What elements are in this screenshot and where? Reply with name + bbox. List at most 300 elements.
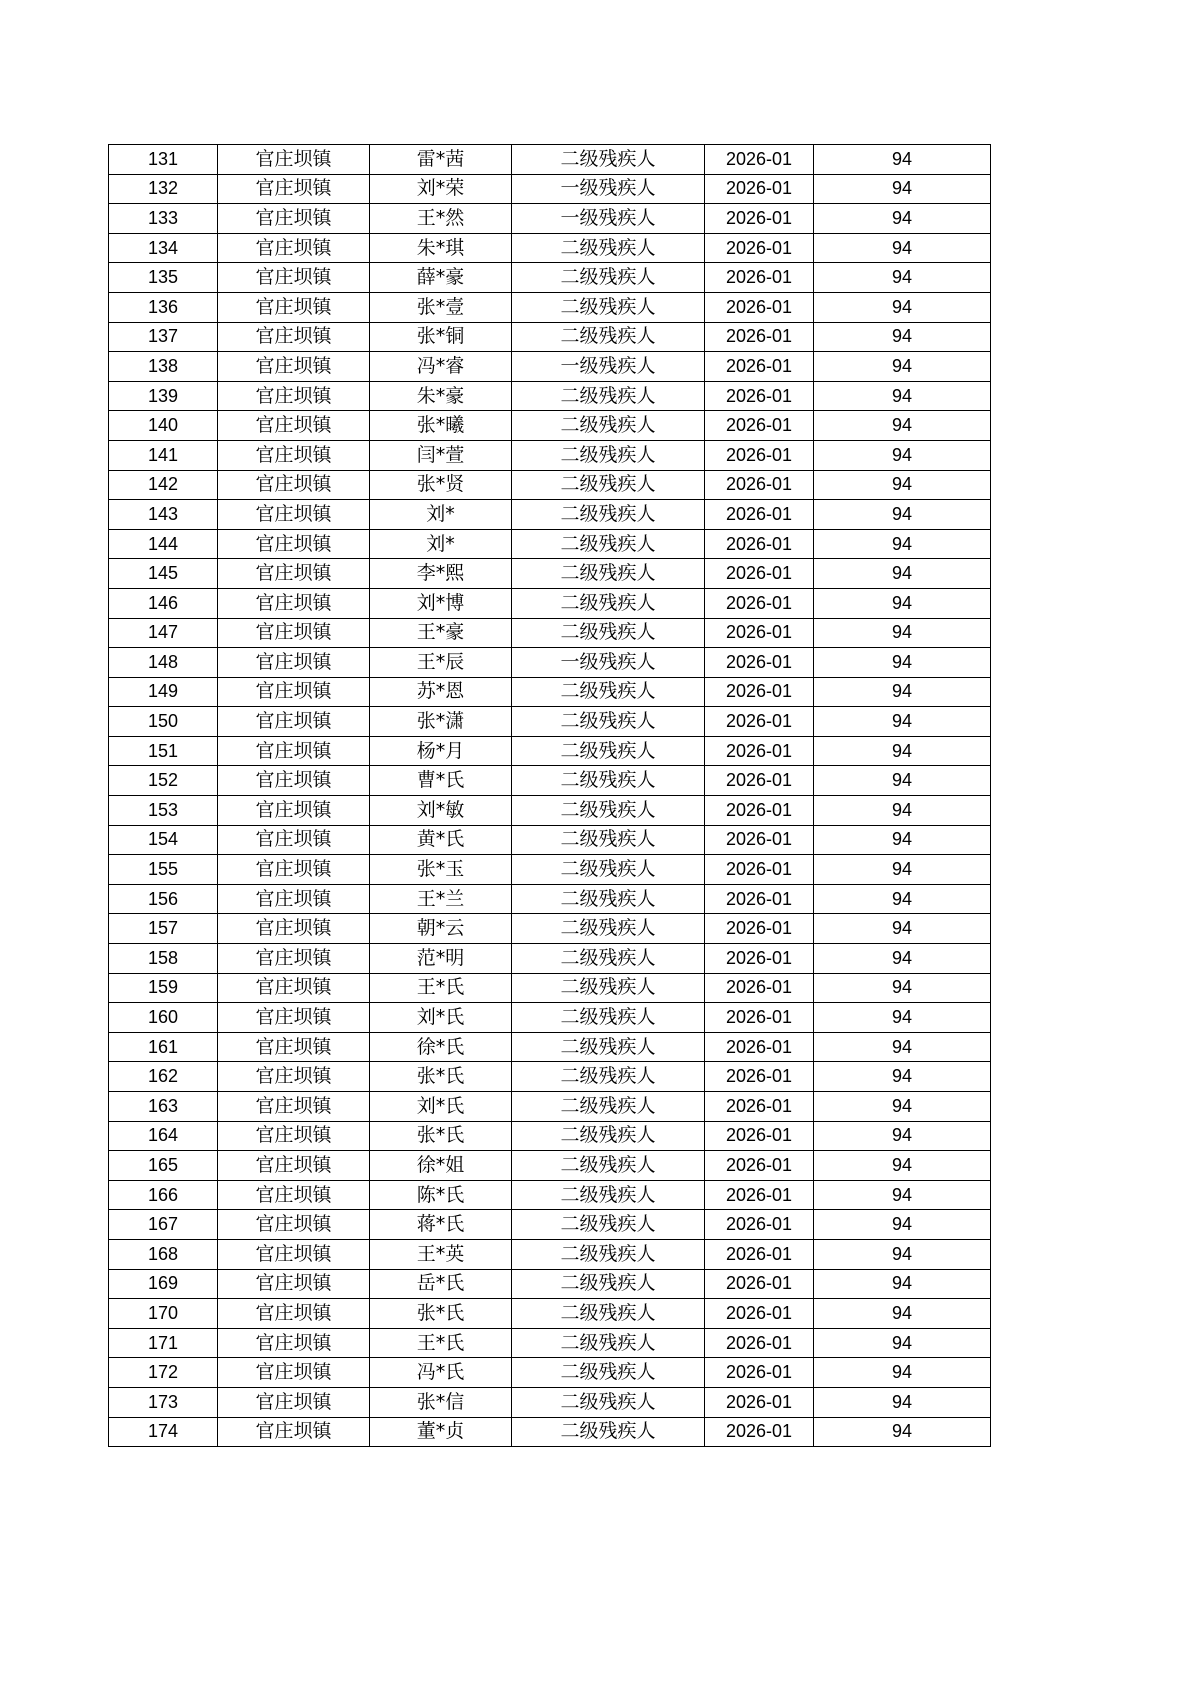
cell-month: 2026-01 xyxy=(705,914,814,944)
cell-person-name: 张*潇 xyxy=(370,707,512,737)
table-row xyxy=(109,1328,991,1358)
cell-town: 官庄坝镇 xyxy=(218,233,370,263)
cell-disability-level: 二级残疾人 xyxy=(512,1299,705,1329)
cell-amount: 94 xyxy=(814,292,991,322)
cell-person-name: 蒋*氏 xyxy=(370,1210,512,1240)
cell-person-name: 刘*荣 xyxy=(370,174,512,204)
cell-serial-number: 163 xyxy=(109,1092,218,1122)
cell-town: 官庄坝镇 xyxy=(218,1062,370,1092)
cell-amount: 94 xyxy=(814,145,991,175)
cell-month: 2026-01 xyxy=(705,1328,814,1358)
cell-town: 官庄坝镇 xyxy=(218,1092,370,1122)
cell-disability-level: 二级残疾人 xyxy=(512,529,705,559)
cell-person-name: 李*熙 xyxy=(370,559,512,589)
cell-town: 官庄坝镇 xyxy=(218,973,370,1003)
cell-town: 官庄坝镇 xyxy=(218,145,370,175)
cell-serial-number: 157 xyxy=(109,914,218,944)
cell-month: 2026-01 xyxy=(705,1121,814,1151)
cell-serial-number: 152 xyxy=(109,766,218,796)
cell-serial-number: 172 xyxy=(109,1358,218,1388)
table-row xyxy=(109,736,991,766)
cell-town: 官庄坝镇 xyxy=(218,1387,370,1417)
cell-town: 官庄坝镇 xyxy=(218,1151,370,1181)
cell-amount: 94 xyxy=(814,973,991,1003)
cell-town: 官庄坝镇 xyxy=(218,352,370,382)
cell-serial-number: 142 xyxy=(109,470,218,500)
cell-amount: 94 xyxy=(814,1387,991,1417)
table-body xyxy=(109,145,991,1447)
cell-town: 官庄坝镇 xyxy=(218,855,370,885)
cell-person-name: 王*氏 xyxy=(370,1328,512,1358)
table-row xyxy=(109,1092,991,1122)
cell-serial-number: 131 xyxy=(109,145,218,175)
cell-amount: 94 xyxy=(814,1328,991,1358)
cell-town: 官庄坝镇 xyxy=(218,766,370,796)
cell-amount: 94 xyxy=(814,204,991,234)
cell-town: 官庄坝镇 xyxy=(218,292,370,322)
cell-town: 官庄坝镇 xyxy=(218,1299,370,1329)
cell-month: 2026-01 xyxy=(705,529,814,559)
cell-town: 官庄坝镇 xyxy=(218,1328,370,1358)
table-row xyxy=(109,1417,991,1447)
cell-disability-level: 二级残疾人 xyxy=(512,559,705,589)
cell-town: 官庄坝镇 xyxy=(218,1210,370,1240)
cell-person-name: 曹*氏 xyxy=(370,766,512,796)
cell-disability-level: 二级残疾人 xyxy=(512,1092,705,1122)
table-row xyxy=(109,1358,991,1388)
cell-month: 2026-01 xyxy=(705,145,814,175)
cell-amount: 94 xyxy=(814,233,991,263)
table-row xyxy=(109,322,991,352)
table-row xyxy=(109,292,991,322)
cell-amount: 94 xyxy=(814,263,991,293)
cell-disability-level: 二级残疾人 xyxy=(512,973,705,1003)
cell-town: 官庄坝镇 xyxy=(218,322,370,352)
cell-month: 2026-01 xyxy=(705,707,814,737)
cell-town: 官庄坝镇 xyxy=(218,884,370,914)
cell-month: 2026-01 xyxy=(705,1092,814,1122)
cell-amount: 94 xyxy=(814,618,991,648)
cell-town: 官庄坝镇 xyxy=(218,500,370,530)
cell-month: 2026-01 xyxy=(705,352,814,382)
cell-disability-level: 二级残疾人 xyxy=(512,588,705,618)
cell-serial-number: 145 xyxy=(109,559,218,589)
cell-month: 2026-01 xyxy=(705,559,814,589)
table-row xyxy=(109,1032,991,1062)
cell-amount: 94 xyxy=(814,1417,991,1447)
cell-amount: 94 xyxy=(814,1003,991,1033)
cell-amount: 94 xyxy=(814,1092,991,1122)
cell-month: 2026-01 xyxy=(705,618,814,648)
cell-serial-number: 155 xyxy=(109,855,218,885)
cell-disability-level: 二级残疾人 xyxy=(512,855,705,885)
cell-month: 2026-01 xyxy=(705,411,814,441)
cell-person-name: 王*辰 xyxy=(370,648,512,678)
cell-month: 2026-01 xyxy=(705,1299,814,1329)
cell-month: 2026-01 xyxy=(705,648,814,678)
cell-serial-number: 153 xyxy=(109,796,218,826)
cell-disability-level: 二级残疾人 xyxy=(512,1062,705,1092)
cell-month: 2026-01 xyxy=(705,1151,814,1181)
table-row xyxy=(109,1269,991,1299)
table-row xyxy=(109,411,991,441)
table-row xyxy=(109,796,991,826)
cell-town: 官庄坝镇 xyxy=(218,1417,370,1447)
cell-amount: 94 xyxy=(814,648,991,678)
cell-amount: 94 xyxy=(814,825,991,855)
cell-person-name: 苏*恩 xyxy=(370,677,512,707)
cell-person-name: 刘*博 xyxy=(370,588,512,618)
cell-amount: 94 xyxy=(814,1151,991,1181)
cell-serial-number: 160 xyxy=(109,1003,218,1033)
cell-person-name: 刘*氏 xyxy=(370,1003,512,1033)
cell-month: 2026-01 xyxy=(705,1210,814,1240)
cell-month: 2026-01 xyxy=(705,263,814,293)
table-row xyxy=(109,145,991,175)
cell-month: 2026-01 xyxy=(705,1358,814,1388)
cell-person-name: 王*兰 xyxy=(370,884,512,914)
cell-amount: 94 xyxy=(814,1299,991,1329)
cell-month: 2026-01 xyxy=(705,440,814,470)
cell-disability-level: 二级残疾人 xyxy=(512,1121,705,1151)
cell-month: 2026-01 xyxy=(705,292,814,322)
cell-person-name: 王*氏 xyxy=(370,973,512,1003)
cell-disability-level: 二级残疾人 xyxy=(512,825,705,855)
cell-month: 2026-01 xyxy=(705,1269,814,1299)
cell-amount: 94 xyxy=(814,796,991,826)
table-row xyxy=(109,825,991,855)
table-row xyxy=(109,500,991,530)
cell-amount: 94 xyxy=(814,1239,991,1269)
cell-person-name: 张*壹 xyxy=(370,292,512,322)
cell-disability-level: 一级残疾人 xyxy=(512,204,705,234)
cell-person-name: 雷*茜 xyxy=(370,145,512,175)
cell-month: 2026-01 xyxy=(705,884,814,914)
cell-town: 官庄坝镇 xyxy=(218,559,370,589)
cell-town: 官庄坝镇 xyxy=(218,707,370,737)
cell-amount: 94 xyxy=(814,677,991,707)
cell-disability-level: 一级残疾人 xyxy=(512,648,705,678)
table-row xyxy=(109,973,991,1003)
cell-person-name: 闫*萱 xyxy=(370,440,512,470)
cell-amount: 94 xyxy=(814,529,991,559)
cell-amount: 94 xyxy=(814,766,991,796)
cell-amount: 94 xyxy=(814,855,991,885)
table-row xyxy=(109,1239,991,1269)
cell-month: 2026-01 xyxy=(705,766,814,796)
cell-month: 2026-01 xyxy=(705,1387,814,1417)
cell-disability-level: 一级残疾人 xyxy=(512,352,705,382)
cell-town: 官庄坝镇 xyxy=(218,411,370,441)
cell-amount: 94 xyxy=(814,884,991,914)
cell-amount: 94 xyxy=(814,1358,991,1388)
cell-serial-number: 166 xyxy=(109,1180,218,1210)
table-row xyxy=(109,1180,991,1210)
cell-amount: 94 xyxy=(814,914,991,944)
table-row xyxy=(109,914,991,944)
cell-disability-level: 二级残疾人 xyxy=(512,381,705,411)
cell-person-name: 刘*氏 xyxy=(370,1092,512,1122)
cell-disability-level: 二级残疾人 xyxy=(512,1328,705,1358)
cell-amount: 94 xyxy=(814,322,991,352)
cell-disability-level: 一级残疾人 xyxy=(512,174,705,204)
cell-person-name: 冯*睿 xyxy=(370,352,512,382)
cell-serial-number: 174 xyxy=(109,1417,218,1447)
cell-serial-number: 139 xyxy=(109,381,218,411)
cell-serial-number: 158 xyxy=(109,944,218,974)
cell-serial-number: 137 xyxy=(109,322,218,352)
table-row xyxy=(109,470,991,500)
cell-town: 官庄坝镇 xyxy=(218,944,370,974)
cell-amount: 94 xyxy=(814,411,991,441)
cell-month: 2026-01 xyxy=(705,204,814,234)
cell-month: 2026-01 xyxy=(705,736,814,766)
cell-serial-number: 134 xyxy=(109,233,218,263)
cell-disability-level: 二级残疾人 xyxy=(512,1032,705,1062)
cell-disability-level: 二级残疾人 xyxy=(512,736,705,766)
cell-person-name: 黄*氏 xyxy=(370,825,512,855)
table-row xyxy=(109,1062,991,1092)
cell-person-name: 张*氏 xyxy=(370,1299,512,1329)
cell-serial-number: 169 xyxy=(109,1269,218,1299)
cell-month: 2026-01 xyxy=(705,855,814,885)
cell-disability-level: 二级残疾人 xyxy=(512,1417,705,1447)
cell-serial-number: 161 xyxy=(109,1032,218,1062)
cell-serial-number: 173 xyxy=(109,1387,218,1417)
cell-disability-level: 二级残疾人 xyxy=(512,618,705,648)
cell-person-name: 朱*琪 xyxy=(370,233,512,263)
cell-serial-number: 144 xyxy=(109,529,218,559)
cell-amount: 94 xyxy=(814,440,991,470)
cell-town: 官庄坝镇 xyxy=(218,796,370,826)
cell-amount: 94 xyxy=(814,1121,991,1151)
cell-town: 官庄坝镇 xyxy=(218,648,370,678)
cell-month: 2026-01 xyxy=(705,322,814,352)
table-row xyxy=(109,440,991,470)
cell-person-name: 张*曦 xyxy=(370,411,512,441)
cell-disability-level: 二级残疾人 xyxy=(512,766,705,796)
cell-amount: 94 xyxy=(814,1032,991,1062)
cell-town: 官庄坝镇 xyxy=(218,1121,370,1151)
table-row xyxy=(109,233,991,263)
cell-person-name: 岳*氏 xyxy=(370,1269,512,1299)
cell-town: 官庄坝镇 xyxy=(218,204,370,234)
cell-amount: 94 xyxy=(814,500,991,530)
cell-serial-number: 171 xyxy=(109,1328,218,1358)
cell-month: 2026-01 xyxy=(705,1032,814,1062)
cell-person-name: 董*贞 xyxy=(370,1417,512,1447)
cell-person-name: 王*英 xyxy=(370,1239,512,1269)
table-row xyxy=(109,204,991,234)
cell-town: 官庄坝镇 xyxy=(218,618,370,648)
table-row xyxy=(109,1003,991,1033)
cell-month: 2026-01 xyxy=(705,1239,814,1269)
cell-disability-level: 二级残疾人 xyxy=(512,263,705,293)
cell-serial-number: 133 xyxy=(109,204,218,234)
cell-disability-level: 二级残疾人 xyxy=(512,145,705,175)
cell-disability-level: 二级残疾人 xyxy=(512,1269,705,1299)
cell-month: 2026-01 xyxy=(705,1003,814,1033)
cell-disability-level: 二级残疾人 xyxy=(512,1358,705,1388)
cell-month: 2026-01 xyxy=(705,796,814,826)
cell-person-name: 徐*氏 xyxy=(370,1032,512,1062)
table-row xyxy=(109,944,991,974)
cell-disability-level: 二级残疾人 xyxy=(512,1180,705,1210)
cell-month: 2026-01 xyxy=(705,233,814,263)
cell-disability-level: 二级残疾人 xyxy=(512,677,705,707)
cell-person-name: 刘*敏 xyxy=(370,796,512,826)
cell-serial-number: 150 xyxy=(109,707,218,737)
cell-town: 官庄坝镇 xyxy=(218,1269,370,1299)
table-row xyxy=(109,1210,991,1240)
cell-town: 官庄坝镇 xyxy=(218,736,370,766)
cell-disability-level: 二级残疾人 xyxy=(512,944,705,974)
subsidy-table xyxy=(108,144,991,1447)
cell-town: 官庄坝镇 xyxy=(218,1239,370,1269)
cell-month: 2026-01 xyxy=(705,174,814,204)
cell-month: 2026-01 xyxy=(705,470,814,500)
table-row xyxy=(109,1121,991,1151)
cell-amount: 94 xyxy=(814,174,991,204)
cell-amount: 94 xyxy=(814,352,991,382)
cell-person-name: 朱*豪 xyxy=(370,381,512,411)
cell-month: 2026-01 xyxy=(705,381,814,411)
cell-month: 2026-01 xyxy=(705,500,814,530)
cell-amount: 94 xyxy=(814,381,991,411)
cell-person-name: 杨*月 xyxy=(370,736,512,766)
cell-person-name: 张*信 xyxy=(370,1387,512,1417)
cell-amount: 94 xyxy=(814,736,991,766)
cell-disability-level: 二级残疾人 xyxy=(512,322,705,352)
cell-serial-number: 154 xyxy=(109,825,218,855)
cell-month: 2026-01 xyxy=(705,944,814,974)
cell-person-name: 冯*氏 xyxy=(370,1358,512,1388)
cell-person-name: 王*然 xyxy=(370,204,512,234)
cell-disability-level: 二级残疾人 xyxy=(512,796,705,826)
cell-town: 官庄坝镇 xyxy=(218,1003,370,1033)
cell-town: 官庄坝镇 xyxy=(218,174,370,204)
cell-disability-level: 二级残疾人 xyxy=(512,1003,705,1033)
cell-amount: 94 xyxy=(814,1269,991,1299)
cell-town: 官庄坝镇 xyxy=(218,914,370,944)
table-row xyxy=(109,263,991,293)
cell-month: 2026-01 xyxy=(705,973,814,1003)
cell-serial-number: 167 xyxy=(109,1210,218,1240)
cell-month: 2026-01 xyxy=(705,588,814,618)
cell-person-name: 刘* xyxy=(370,500,512,530)
cell-person-name: 张*氏 xyxy=(370,1062,512,1092)
cell-serial-number: 168 xyxy=(109,1239,218,1269)
table-row xyxy=(109,588,991,618)
cell-disability-level: 二级残疾人 xyxy=(512,292,705,322)
cell-person-name: 王*豪 xyxy=(370,618,512,648)
cell-amount: 94 xyxy=(814,470,991,500)
cell-disability-level: 二级残疾人 xyxy=(512,1239,705,1269)
cell-serial-number: 136 xyxy=(109,292,218,322)
cell-disability-level: 二级残疾人 xyxy=(512,500,705,530)
cell-person-name: 张*玉 xyxy=(370,855,512,885)
cell-amount: 94 xyxy=(814,707,991,737)
cell-town: 官庄坝镇 xyxy=(218,1032,370,1062)
table-row xyxy=(109,529,991,559)
cell-amount: 94 xyxy=(814,559,991,589)
cell-town: 官庄坝镇 xyxy=(218,381,370,411)
table-row xyxy=(109,1387,991,1417)
table-row xyxy=(109,381,991,411)
cell-town: 官庄坝镇 xyxy=(218,529,370,559)
cell-serial-number: 165 xyxy=(109,1151,218,1181)
cell-person-name: 张*氏 xyxy=(370,1121,512,1151)
cell-person-name: 范*明 xyxy=(370,944,512,974)
cell-serial-number: 147 xyxy=(109,618,218,648)
cell-person-name: 薛*豪 xyxy=(370,263,512,293)
cell-month: 2026-01 xyxy=(705,1417,814,1447)
cell-serial-number: 140 xyxy=(109,411,218,441)
cell-disability-level: 二级残疾人 xyxy=(512,884,705,914)
table-row xyxy=(109,1299,991,1329)
cell-person-name: 陈*氏 xyxy=(370,1180,512,1210)
table-row xyxy=(109,1151,991,1181)
cell-serial-number: 170 xyxy=(109,1299,218,1329)
cell-town: 官庄坝镇 xyxy=(218,1358,370,1388)
cell-person-name: 张*贤 xyxy=(370,470,512,500)
table-row xyxy=(109,884,991,914)
cell-amount: 94 xyxy=(814,588,991,618)
table-row xyxy=(109,766,991,796)
cell-amount: 94 xyxy=(814,1210,991,1240)
cell-serial-number: 135 xyxy=(109,263,218,293)
table-row xyxy=(109,855,991,885)
table-row xyxy=(109,559,991,589)
table-row xyxy=(109,352,991,382)
cell-town: 官庄坝镇 xyxy=(218,440,370,470)
cell-amount: 94 xyxy=(814,1180,991,1210)
table-row xyxy=(109,648,991,678)
cell-town: 官庄坝镇 xyxy=(218,588,370,618)
cell-disability-level: 二级残疾人 xyxy=(512,233,705,263)
table-row xyxy=(109,707,991,737)
table-row xyxy=(109,174,991,204)
cell-serial-number: 156 xyxy=(109,884,218,914)
cell-town: 官庄坝镇 xyxy=(218,825,370,855)
cell-person-name: 朝*云 xyxy=(370,914,512,944)
cell-amount: 94 xyxy=(814,944,991,974)
cell-town: 官庄坝镇 xyxy=(218,470,370,500)
cell-serial-number: 132 xyxy=(109,174,218,204)
cell-serial-number: 151 xyxy=(109,736,218,766)
cell-serial-number: 143 xyxy=(109,500,218,530)
cell-month: 2026-01 xyxy=(705,825,814,855)
cell-serial-number: 138 xyxy=(109,352,218,382)
cell-disability-level: 二级残疾人 xyxy=(512,411,705,441)
cell-disability-level: 二级残疾人 xyxy=(512,470,705,500)
cell-month: 2026-01 xyxy=(705,1180,814,1210)
cell-amount: 94 xyxy=(814,1062,991,1092)
cell-serial-number: 162 xyxy=(109,1062,218,1092)
cell-disability-level: 二级残疾人 xyxy=(512,440,705,470)
cell-disability-level: 二级残疾人 xyxy=(512,707,705,737)
cell-serial-number: 148 xyxy=(109,648,218,678)
cell-disability-level: 二级残疾人 xyxy=(512,1387,705,1417)
cell-month: 2026-01 xyxy=(705,1062,814,1092)
cell-town: 官庄坝镇 xyxy=(218,677,370,707)
cell-town: 官庄坝镇 xyxy=(218,1180,370,1210)
cell-serial-number: 141 xyxy=(109,440,218,470)
cell-person-name: 刘* xyxy=(370,529,512,559)
cell-serial-number: 149 xyxy=(109,677,218,707)
cell-disability-level: 二级残疾人 xyxy=(512,914,705,944)
cell-serial-number: 164 xyxy=(109,1121,218,1151)
